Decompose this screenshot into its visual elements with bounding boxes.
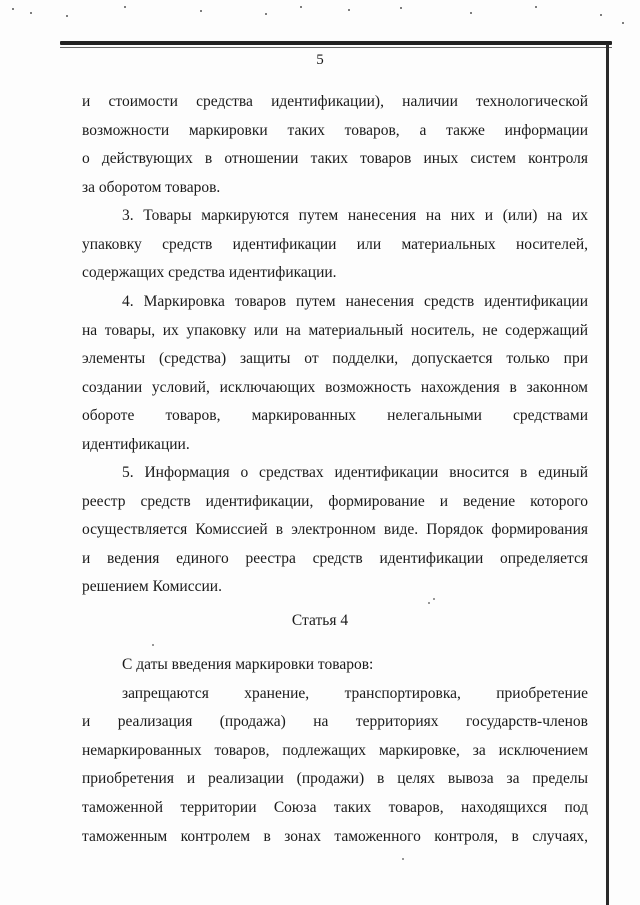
text-line: на товары, их упаковку или на материальный носитель, не содержащий <box>82 321 588 339</box>
scan-speck <box>428 602 430 604</box>
scan-top-border <box>60 41 612 45</box>
scan-top-border-thin <box>60 47 612 48</box>
text-line: и ведения единого реестра средств идентификации определяется <box>82 549 588 567</box>
article-heading: Статья 4 <box>291 612 349 629</box>
paragraph-continuation <box>82 88 588 202</box>
text-line: обороте товаров, маркированных нелегальными средствами <box>82 407 588 425</box>
article-intro: С даты введения маркировки товаров: <box>122 656 374 673</box>
scan-speck <box>152 644 154 646</box>
text-line: решением Комиссии. <box>82 578 222 596</box>
page-number: 5 <box>316 52 324 68</box>
text-line: создании условий, исключающих возможность нахождения в законном <box>82 378 588 396</box>
text-line: возможности маркировки таких товаров, а также информации <box>82 121 588 139</box>
article-body <box>82 651 588 851</box>
text-line: запрещаются хранение, транспортировка, приобретение <box>122 684 588 702</box>
text-line: за оборотом товаров. <box>82 178 221 196</box>
text-line: приобретения и реализации (продажи) в целях вывоза за пределы <box>82 770 588 788</box>
text-line: осуществляется Комиссией в электронном виде. Порядок формирования <box>82 521 588 539</box>
scan-speck <box>402 858 404 860</box>
text-line: о действующих в отношении таких товаров иных систем контроля <box>82 150 588 168</box>
paragraph-3 <box>82 202 588 288</box>
text-line: и реализация (продажа) на территориях государств-членов <box>82 713 588 731</box>
text-line: упаковку средств идентификации или материальных носителей, <box>82 235 588 253</box>
text-line: таможенным контролем в зонах таможенного контроля, в случаях, <box>82 827 588 845</box>
text-line: 5. Информация о средствах идентификации вносится в единый <box>122 464 588 481</box>
text-line: реестр средств идентификации, формирование и ведение которого <box>82 492 588 510</box>
text-line: и стоимости средства идентификации), наличии технологической <box>82 93 588 110</box>
text-line: 4. Маркировка товаров путем нанесения средств идентификации <box>122 293 588 310</box>
text-line: таможенной территории Союза таких товаров, находящихся под <box>82 798 588 816</box>
scan-noise-top <box>0 0 640 30</box>
scan-speck <box>433 598 435 600</box>
scan-right-border <box>606 44 609 905</box>
paragraph-5 <box>82 459 588 602</box>
text-line: идентификации. <box>82 435 190 453</box>
text-line: элементы (средства) защиты от подделки, допускается только при <box>82 350 588 368</box>
paragraph-4 <box>82 288 588 460</box>
text-line: содержащих средства идентификации. <box>82 264 337 282</box>
text-line: немаркированных товаров, подлежащих маркировке, за исключением <box>82 741 588 759</box>
text-line: 3. Товары маркируются путем нанесения на них и (или) на их <box>122 207 588 224</box>
